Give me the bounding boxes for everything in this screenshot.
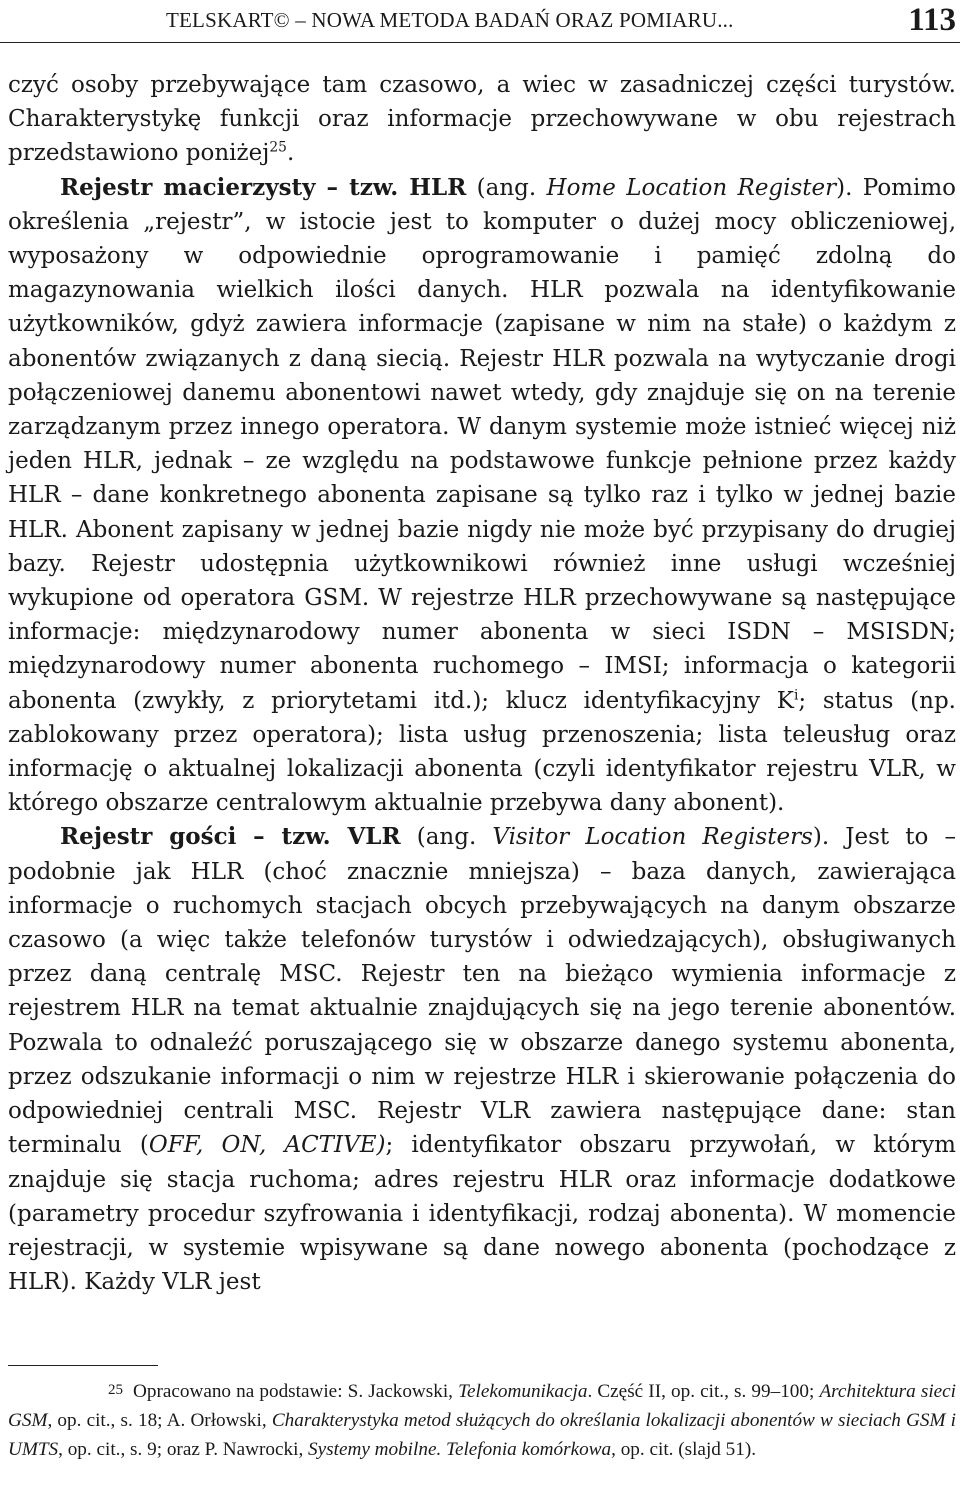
footnote-text-3: , op. cit., s. 18; A. Orłowski, [47,1410,272,1431]
footnote-title-4: Systemy mobilne. Telefonia komórkowa [308,1439,612,1460]
hlr-italic: Home Location Register [546,174,837,201]
hlr-text-c: ; status (np. zablokowany przez operatora); lista usług przenoszenia; lista teleusług oraz informację o aktualnej lokalizacji abonenta (czyli identyfikator rejestru VLR, w którego obszarze centralowym aktualnie przebywa dany abonent). [8,687,956,817]
running-header [0,0,960,50]
footnote-number: 25 [108,1382,123,1398]
vlr-text-c: ; identyfikator obszaru przywołań, w którym znajduje się stacja ruchoma; adres rejestru HLR oraz informacje dodatkowe (parametry procedur szyfrowania i identyfikacji, rodzaj abonenta). W momencie rejestracji, w systemie wpisywane są dane nowego abonenta (pochodzące z HLR). Każdy VLR jest [8,1132,956,1296]
header-rule [0,42,960,43]
footnote-text-4: , op. cit., s. 9; oraz P. Nawrocki, [58,1439,309,1460]
footnote-rule [8,1365,158,1366]
running-title: TELSKART© – NOWA METODA BADAŃ ORAZ POMIARU... [166,8,734,32]
footnote-ref[interactable]: 25 [269,139,287,156]
hlr-text-b: ). Pomimo określenia „rejestr”, w istocie jest to komputer o dużej mocy obliczeniowej, wyposażony w odpowiednie oprogramowanie i pamięć zdolną do magazynowania wielkich ilości danych. HLR pozwala na identyfikowanie użytkowników, gdyż zawiera informacje (zapisane w nim na stałe) o każdym z abonentów związanych z daną siecią. Rejestr HLR pozwala na wytyczanie drogi połączeniowej danemu abonentowi nawet wtedy, gdy znajduje się on na terenie zarządzanym przez innego operatora. W danym systemie może istnieć więcej niż jeden HLR, jednak – ze względu na podstawowe funkcje pełnione przez każdy HLR – dane konkretnego abonenta zapisane są tylko raz i tylko w jednej bazie HLR. Abonent zapisany w jednej bazie nigdy nie może być przypisany do drugiej bazy. Rejestr udostępnia użytkownikowi również inne usługi wcześniej wykupione od operatora GSM. W rejestrze HLR przechowywane są następujące informacje: międzynarodowy numer abonenta w sieci ISDN – MSISDN; międzynarodowy numer abonenta ruchomego – IMSI; informacja o kategorii abonenta (zwykły, z priorytetami itd.); klucz identyfikacyjny K [8,174,957,714]
paragraph-intro [8,68,956,171]
vlr-text-a: (ang. [400,824,493,851]
vlr-heading: Rejestr gości – tzw. VLR [60,823,401,851]
footnote-title-2: Architektura sieci GSM [8,1381,957,1431]
footnote-title-1: Telekomunikacja [458,1381,588,1402]
paragraph-intro-end: . [286,140,295,167]
paragraph-vlr [8,820,956,1299]
vlr-italic-status: OFF, ON, ACTIVE) [148,1132,386,1159]
hlr-heading: Rejestr macierzysty – tzw. HLR [60,173,467,201]
footnote-text-2: . Część II, op. cit., s. 99–100; [587,1381,820,1402]
hlr-text-a: (ang. [466,174,547,201]
footnote-title-3: Charakterystyka metod służących do określania lokalizacji abonentów w sieciach GSM i UMTS [8,1410,956,1460]
vlr-text-b: ). Jest to – podobnie jak HLR (choć znacznie mniejsza) – baza danych, zawierająca informacje o ruchomych stacjach obcych przebywających na danym obszarze czasowo (a więc także telefonów turystów i odwiedzających), obsługiwanych przez daną centralę MSC. Rejestr ten na bieżąco wymienia informacje z rejestrem HLR na temat aktualnie znajdujących się na jego terenie abonentów. Pozwala to odnaleźć poruszającego się w obszarze danego systemu abonenta, przez odszukanie informacji o nim w rejestrze HLR i skierowanie połączenia do odpowiedniej centrali MSC. Rejestr VLR zawiera następujące dane: stan terminalu ( [8,824,956,1159]
page-number: 113 [908,2,956,38]
vlr-italic: Visitor Location Registers [492,824,813,851]
paragraph-intro-text: czyć osoby przebywające tam czasowo, a wiec w zasadniczej części turystów. Charakterystykę funkcji oraz informacje przechowywane w obu rejestrach przedstawiono poniżej [8,72,956,167]
paragraph-hlr [8,171,956,821]
body-text [8,68,956,1299]
ki-superscript: i [793,687,799,703]
footnote-text-1: Opracowano na podstawie: S. Jackowski, [133,1381,459,1402]
footnote-text-5: , op. cit. (slajd 51). [611,1439,757,1460]
footnote [8,1376,956,1464]
